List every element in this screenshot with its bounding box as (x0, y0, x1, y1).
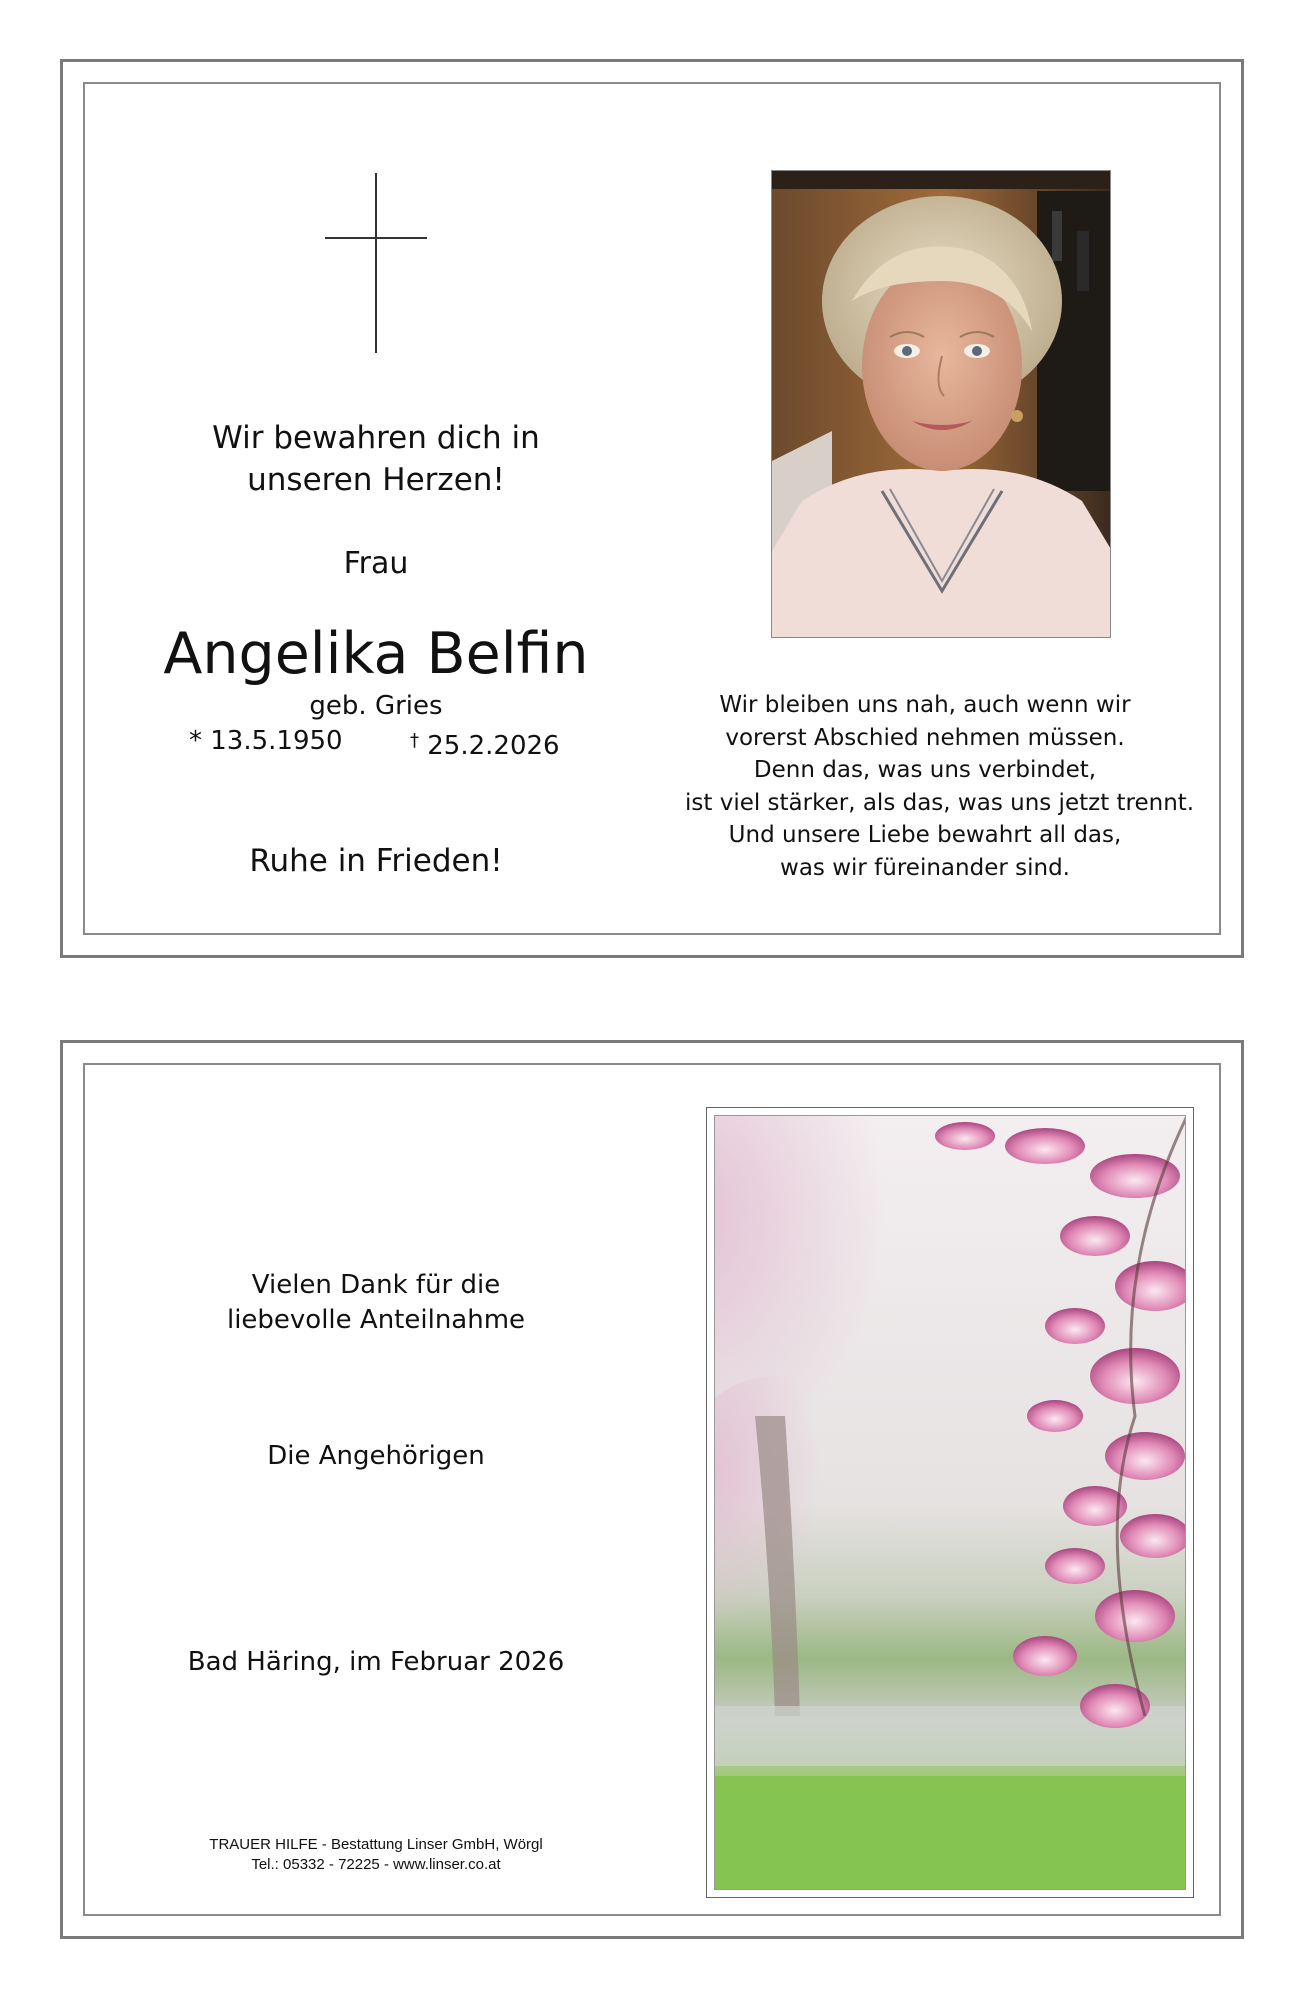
thanks (125, 1268, 627, 1338)
poem-line-6: was wir füreinander sind. (780, 854, 1070, 881)
poem-line-2: vorerst Abschied nehmen müssen. (725, 724, 1125, 751)
poem (685, 689, 1195, 884)
verse-line-1: Wir bewahren dich in (212, 420, 540, 456)
magnolia-blossom-image (714, 1115, 1186, 1890)
thanks-line-1: Vielen Dank für die (251, 1270, 501, 1300)
card-back-inner-border (83, 1063, 1221, 1916)
card-back (60, 1040, 1244, 1939)
title-frau: Frau (343, 546, 409, 581)
maiden-name: geb. Gries (309, 691, 443, 721)
place-date: Bad Häring, im Februar 2026 (187, 1647, 565, 1677)
poem-line-4: ist viel stärker, als das, was uns jetzt trennt. (685, 789, 1195, 816)
birth-date: * 13.5.1950 (189, 726, 343, 756)
undertaker-info (125, 1835, 627, 1875)
poem-line-5: Und unsere Liebe bewahrt all das, (728, 822, 1122, 848)
card-front (60, 59, 1244, 958)
portrait-photo (771, 170, 1111, 638)
undertaker-line-2: Tel.: 05332 - 72225 - www.linser.co.at (251, 1856, 501, 1873)
blossom-image-frame (706, 1107, 1194, 1898)
farewell: Ruhe in Frieden! (249, 843, 503, 879)
deceased-name: Angelika Belfin (163, 621, 589, 687)
undertaker-line-1: TRAUER HILFE - Bestattung Linser GmbH, Wörgl (209, 1836, 543, 1853)
verse (125, 417, 627, 501)
verse-line-2: unseren Herzen! (247, 462, 505, 498)
poem-line-1: Wir bleiben uns nah, auch wenn wir (719, 692, 1131, 718)
thanks-line-2: liebevolle Anteilnahme (226, 1305, 526, 1335)
death-date: 25.2.2026 (427, 731, 560, 761)
family-signature: Die Angehörigen (267, 1441, 485, 1471)
cross-icon (325, 173, 427, 353)
death-cross-icon: † (410, 730, 419, 751)
death-date-group (410, 724, 570, 763)
poem-line-3: Denn das, was uns verbindet, (753, 757, 1097, 783)
card-front-inner-border (83, 82, 1221, 935)
